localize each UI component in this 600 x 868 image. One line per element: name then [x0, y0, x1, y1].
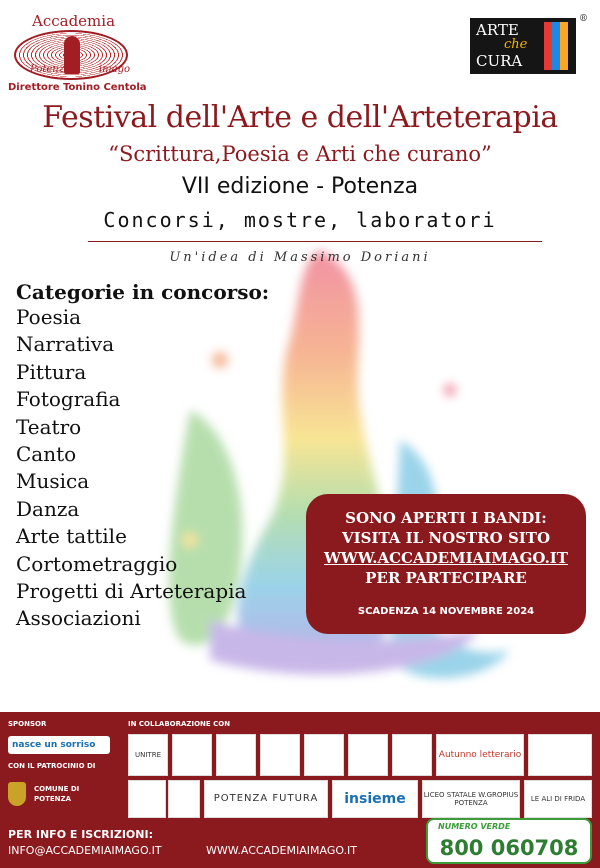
partner-logo-unitre: [128, 734, 168, 776]
logo-bar: [552, 22, 560, 70]
partner-name: insieme: [344, 791, 406, 807]
partner-logo: [304, 734, 344, 776]
festival-edition: VII edizione - Potenza: [181, 174, 419, 199]
logo-subtitle: [30, 64, 130, 75]
partner-logo: [128, 780, 166, 818]
comune-text: [34, 784, 94, 804]
festival-author-credit: Un'idea di Massimo Doriani: [169, 250, 431, 265]
bando-line-open: SONO APERTI I BANDI:: [345, 509, 547, 527]
partner-logo: [348, 734, 388, 776]
partner-logo: [172, 734, 212, 776]
logo-line-arte: ARTE: [476, 21, 519, 39]
divider: [88, 241, 542, 242]
partner-logo-autunno-letterario: [436, 734, 524, 776]
bando-line-participate: PER PARTECIPARE: [365, 569, 527, 587]
category-item: Musica: [16, 469, 90, 494]
info-email-link[interactable]: INFO@ACCADEMIAIMAGO.IT: [8, 844, 162, 857]
footer: [0, 712, 600, 868]
registered-mark: ®: [579, 14, 588, 24]
logo-color-bars: [544, 22, 568, 70]
category-item: Arte tattile: [16, 524, 127, 549]
bando-line-visit: VISITA IL NOSTRO SITO: [341, 529, 551, 547]
partner-logo: [216, 734, 256, 776]
festival-tagline: Concorsi, mostre, laboratori: [103, 208, 497, 232]
info-heading: PER INFO E ISCRIZIONI:: [8, 828, 153, 841]
sponsor-label: SPONSOR: [8, 720, 47, 728]
sponsor-logo: [8, 736, 110, 754]
partner-name: POTENZA FUTURA: [213, 793, 319, 804]
partner-name: Autunno letterario: [438, 750, 522, 760]
category-item: Poesia: [16, 305, 82, 329]
partner-logo: [168, 780, 200, 818]
sponsor-name: nasce un sorriso: [12, 740, 96, 750]
partner-logo-le-ali-di-frida: [524, 780, 592, 818]
festival-title: Festival dell'Arte e dell'Arteterapia: [42, 100, 558, 135]
bando-deadline: SCADENZA 14 NOVEMBRE 2024: [357, 606, 535, 617]
partner-logo: [528, 734, 592, 776]
patrocinio-label: CON IL PATROCINIO DI: [8, 762, 96, 770]
director-name: Direttore Tonino Centola: [8, 82, 147, 93]
category-item: Cortometraggio: [16, 551, 178, 576]
numero-verde-phone[interactable]: 800 060708: [439, 836, 579, 860]
logo-line-che: che: [504, 37, 528, 52]
partner-name: LICEO STATALE W.GROPIUS POTENZA: [423, 791, 519, 807]
city-crest-icon: [8, 782, 26, 806]
festival-subtitle: “Scrittura,Poesia e Arti che curano”: [108, 142, 492, 166]
logo-word-right: imago: [98, 64, 130, 75]
partner-name: LE ALI DI FRIDA: [530, 795, 586, 803]
info-website-link[interactable]: WWW.ACCADEMIAIMAGO.IT: [206, 844, 358, 857]
category-item: Associazioni: [16, 606, 141, 631]
comune-line1: COMUNE DI: [34, 785, 80, 793]
category-item: Pittura: [16, 359, 87, 384]
partner-logo-liceo-gropius: [422, 780, 520, 818]
numero-verde-label: NUMERO VERDE: [438, 822, 511, 831]
category-item: Danza: [16, 496, 80, 521]
numero-verde-box: [426, 818, 592, 864]
category-item: Teatro: [16, 414, 82, 439]
logo-bar: [560, 22, 568, 70]
categories-list: [16, 304, 246, 633]
partner-logo: [260, 734, 300, 776]
partner-logo-potenza-futura: [204, 780, 328, 818]
call-for-entries-box: [306, 494, 586, 634]
logo-word-left: Potenza: [30, 64, 70, 75]
logo-line-cura: CURA: [476, 52, 523, 70]
partner-logo: [392, 734, 432, 776]
bando-website-link[interactable]: WWW.ACCADEMIAIMAGO.IT: [324, 549, 568, 567]
partner-name: UNITRE: [135, 751, 161, 759]
logo-name: Accademia: [32, 12, 116, 30]
partner-logo-insieme: [332, 780, 418, 818]
category-item: Narrativa: [16, 332, 115, 357]
categories-heading: Categorie in concorso:: [16, 280, 270, 304]
logo-bar: [544, 22, 552, 70]
arte-che-cura-logo: [470, 14, 588, 74]
comune-line2: POTENZA: [34, 795, 71, 803]
collaboration-label: IN COLLABORAZIONE CON: [128, 720, 231, 728]
accademia-imago-logo: [8, 10, 158, 98]
category-item: Canto: [16, 442, 77, 467]
category-item: Progetti di Arteterapia: [16, 579, 247, 604]
category-item: Fotografia: [16, 387, 121, 412]
